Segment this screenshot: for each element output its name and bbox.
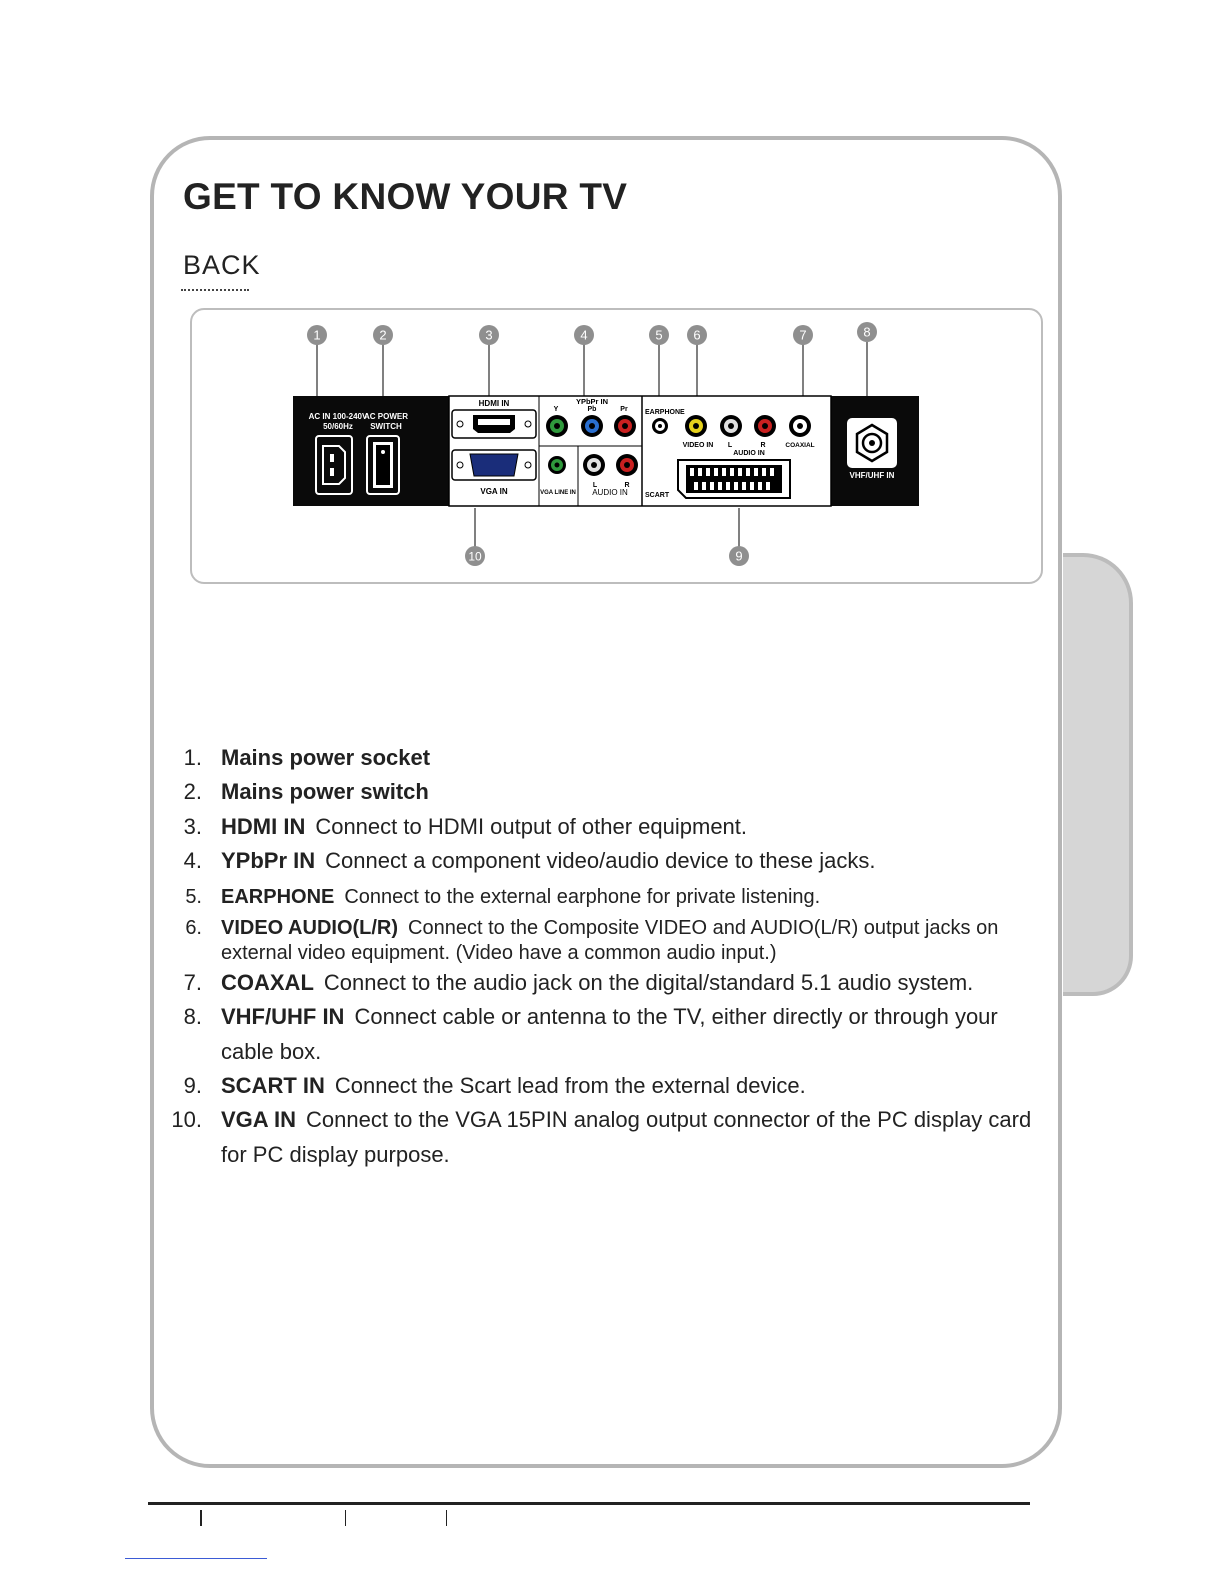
svg-text:4: 4	[580, 327, 588, 343]
svg-text:L: L	[592, 482, 598, 489]
footer-tick	[200, 1510, 202, 1526]
vga-line-in-jack	[548, 456, 566, 474]
svg-text:1: 1	[313, 327, 321, 343]
scart-port-icon	[678, 460, 790, 498]
side-tab	[1063, 553, 1133, 996]
av-jacks	[685, 415, 776, 437]
svg-text:COAXIAL: COAXIAL	[785, 442, 815, 449]
footer-tick	[345, 1510, 346, 1526]
callout-6	[687, 325, 707, 345]
svg-text:AUDIO IN: AUDIO IN	[733, 450, 765, 457]
svg-text:2: 2	[379, 327, 387, 343]
section-underline	[181, 289, 249, 291]
svg-text:AUDIO IN: AUDIO IN	[592, 488, 628, 497]
svg-text:VGA IN: VGA IN	[480, 487, 508, 496]
svg-text:SWITCH: SWITCH	[370, 422, 402, 431]
svg-text:9: 9	[735, 548, 743, 564]
component-jacks	[546, 415, 636, 437]
svg-text:AC IN 100-240V: AC IN 100-240V	[308, 412, 368, 421]
callout-7	[793, 325, 813, 345]
svg-text:6: 6	[693, 327, 701, 343]
page-title: GET TO KNOW YOUR TV	[183, 176, 628, 217]
earphone-jack	[652, 418, 668, 434]
footer-link-underline	[125, 1558, 267, 1559]
svg-text:Pb: Pb	[587, 406, 597, 413]
svg-text:R: R	[624, 482, 630, 489]
svg-text:EARPHONE: EARPHONE	[645, 409, 685, 416]
callout-8	[857, 322, 877, 342]
callout-1	[307, 325, 327, 345]
coaxial-jack	[789, 415, 811, 437]
svg-text:SCART: SCART	[645, 492, 670, 499]
svg-text:R: R	[760, 442, 766, 449]
svg-text:8: 8	[863, 324, 871, 340]
svg-text:L: L	[727, 442, 733, 449]
svg-text:HDMI IN: HDMI IN	[478, 399, 510, 408]
svg-text:5: 5	[655, 327, 663, 343]
svg-text:50/60Hz: 50/60Hz	[323, 422, 353, 431]
svg-text:3: 3	[485, 327, 493, 343]
footer-tick	[446, 1510, 447, 1526]
callout-2	[373, 325, 393, 345]
antenna-port-icon	[847, 418, 897, 468]
svg-text:10: 10	[468, 549, 482, 564]
svg-text:YPbPr IN: YPbPr IN	[575, 397, 609, 406]
footer-rule	[148, 1502, 1030, 1505]
svg-text:Pr: Pr	[620, 406, 628, 413]
svg-text:VHF/UHF IN: VHF/UHF IN	[849, 471, 895, 480]
svg-text:7: 7	[799, 327, 807, 343]
svg-text:VIDEO IN: VIDEO IN	[682, 442, 714, 449]
callout-10	[465, 546, 485, 566]
callout-5	[649, 325, 669, 345]
callout-4	[574, 325, 594, 345]
svg-text:VGA LINE IN: VGA LINE IN	[540, 490, 576, 496]
svg-text:AC POWER: AC POWER	[364, 412, 408, 421]
callout-3	[479, 325, 499, 345]
callout-9	[729, 546, 749, 566]
tv-back-panel-diagram	[190, 308, 1043, 584]
section-title: BACK	[183, 250, 261, 280]
svg-text:Y: Y	[553, 406, 559, 413]
